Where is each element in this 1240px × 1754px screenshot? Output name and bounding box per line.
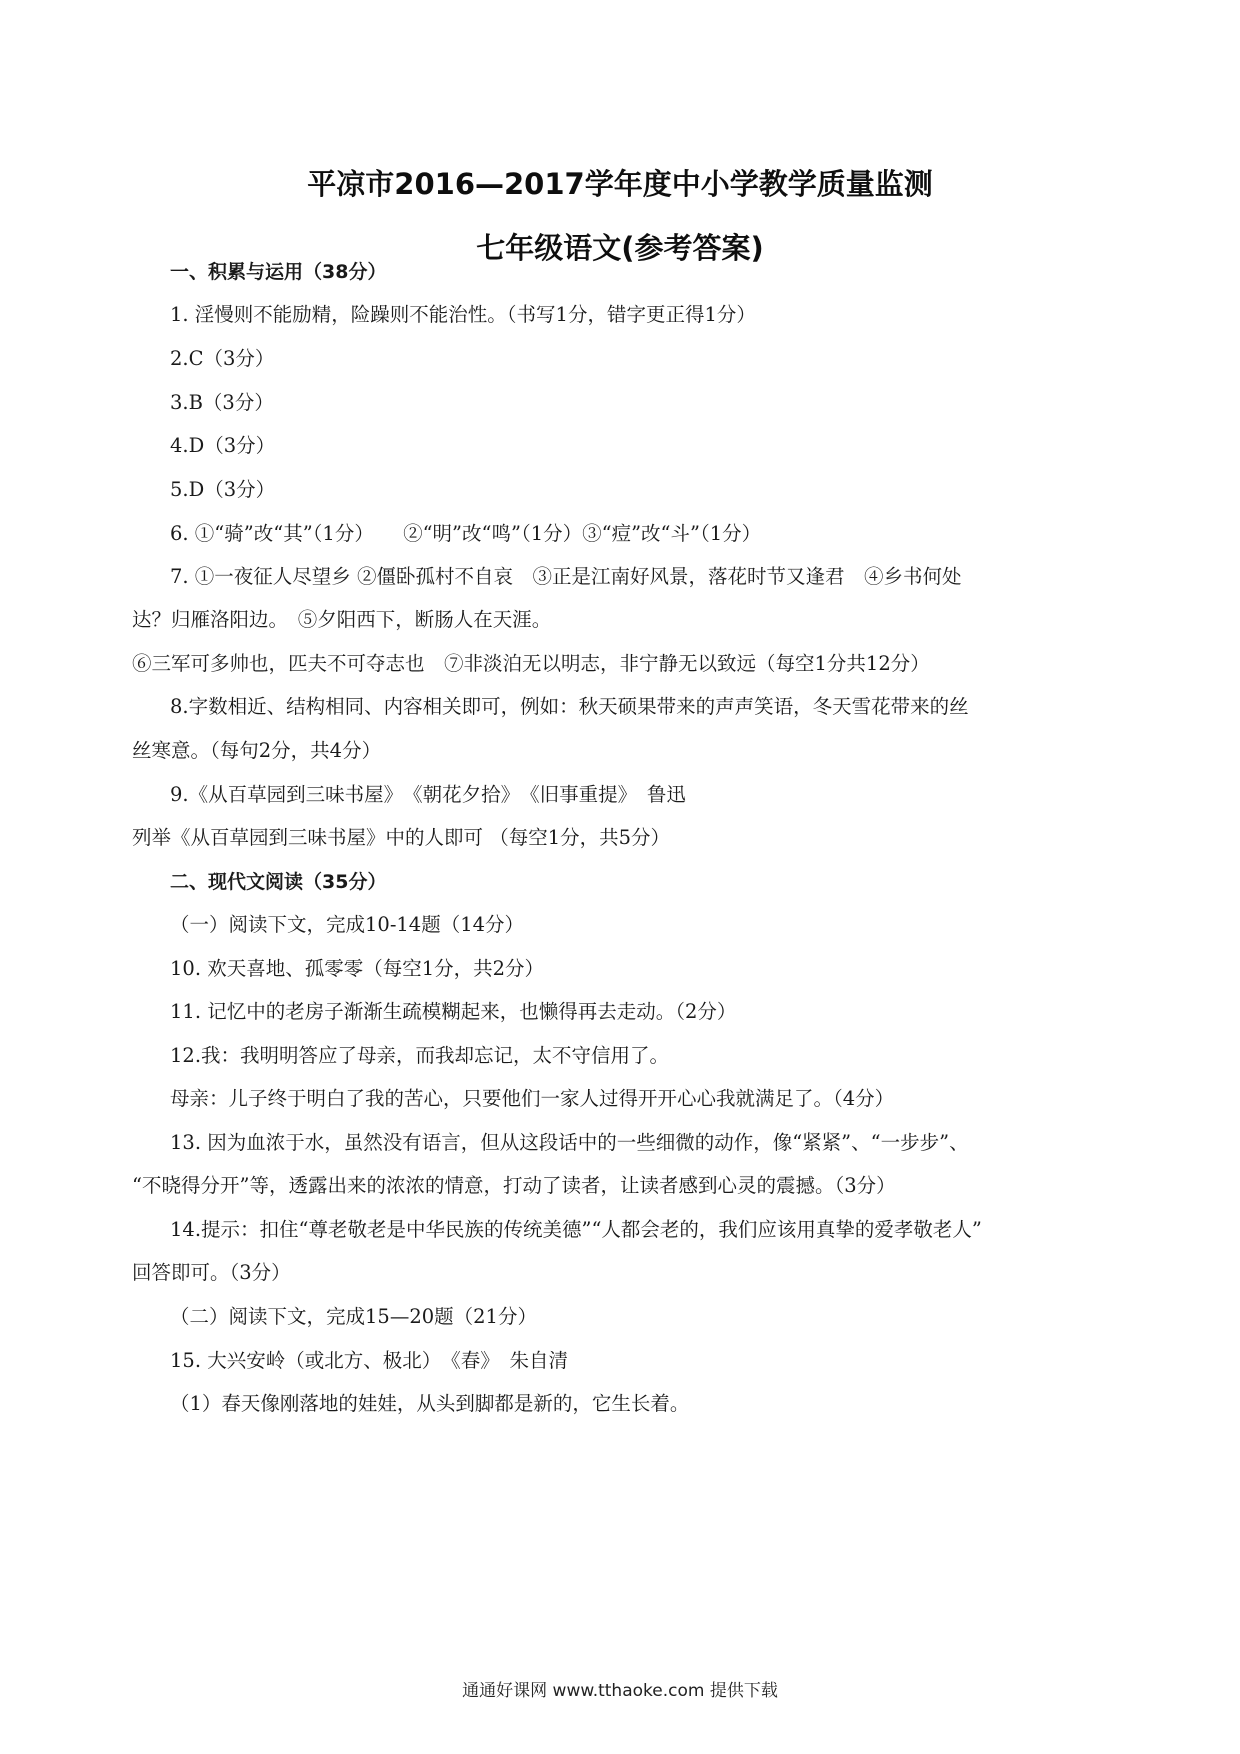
answer-line: 丝寒意。（每句2分，共4分） — [132, 739, 382, 762]
answer-line: 5.D（3分） — [170, 478, 276, 501]
answer-line: 回答即可。（3分） — [132, 1261, 291, 1284]
answer-line: 9.《从百草园到三味书屋》 《朝花夕拾》 《旧事重提》 鲁迅 — [170, 783, 686, 806]
answer-line: （二）阅读下文，完成15—20题（21分） — [170, 1305, 537, 1328]
answer-line: 2.C（3分） — [170, 347, 275, 370]
answer-line: 母亲：儿子终于明白了我的苦心，只要他们一家人过得开开心心我就满足了。（4分） — [170, 1087, 895, 1110]
answer-line: 8.字数相近、结构相同、内容相关即可，例如：秋天硕果带来的声声笑语，冬天雪花带来的丝 — [170, 695, 969, 718]
answer-line: 12.我：我明明答应了母亲，而我却忘记，太不守信用了。 — [170, 1044, 670, 1067]
answer-line: “不晓得分开”等，透露出来的浓浓的情意，打动了读者，让读者感到心灵的震撼。（3分） — [132, 1174, 896, 1197]
answer-line: ⑥三军可多帅也，匹夫不可夺志也 ⑦非淡泊无以明志，非宁静无以致远（每空1分共12分） — [132, 652, 930, 675]
answer-line: 4.D（3分） — [170, 434, 276, 457]
answer-line: 14.提示：扣住“尊老敬老是中华民族的传统美德”“人都会老的，我们应该用真挚的爱孝敬老人” — [170, 1218, 982, 1241]
answer-line: 3.B（3分） — [170, 391, 274, 414]
answer-line: （1）春天像刚落地的娃娃，从头到脚都是新的，它生长着。 — [170, 1392, 690, 1415]
section-heading-reading: 二、现代文阅读（35分） — [170, 871, 387, 893]
page-footer: 通通好课网 www.tthaoke.com 提供下载 — [462, 1681, 778, 1701]
answer-line: 1. 淫慢则不能励精，险躁则不能治性。（书写1分，错字更正得1分） — [170, 303, 756, 326]
document-subtitle: 七年级语文(参考答案) — [476, 231, 764, 265]
answer-line: 7. ①一夜征人尽望乡 ②僵卧孤村不自哀 ③正是江南好风景，落花时节又逢君 ④乡书何处 — [170, 565, 962, 588]
answer-line: 列举《从百草园到三味书屋》中的人即可 （每空1分，共5分） — [132, 826, 671, 849]
answer-line: 6. ①“骑”改“其”（1分） ②“明”改“鸣”（1分）③“痘”改“斗”（1分） — [170, 522, 762, 545]
section-heading-accumulation: 一、积累与运用（38分） — [170, 261, 387, 283]
answer-line: 13. 因为血浓于水，虽然没有语言，但从这段话中的一些细微的动作，像“紧紧”、“一步步”、 — [170, 1131, 969, 1154]
answer-line: 达？归雁洛阳边。 ⑤夕阳西下，断肠人在天涯。 — [132, 608, 552, 631]
answer-line: （一）阅读下文，完成10-14题（14分） — [170, 913, 525, 936]
answer-line: 11. 记忆中的老房子渐渐生疏模糊起来，也懒得再去走动。（2分） — [170, 1000, 737, 1023]
answer-line: 15. 大兴安岭（或北方、极北） 《春》 朱自清 — [170, 1349, 568, 1372]
document-title: 平凉市2016—2017学年度中小学教学质量监测 — [307, 167, 933, 201]
answer-line: 10. 欢天喜地、孤零零（每空1分，共2分） — [170, 957, 545, 980]
